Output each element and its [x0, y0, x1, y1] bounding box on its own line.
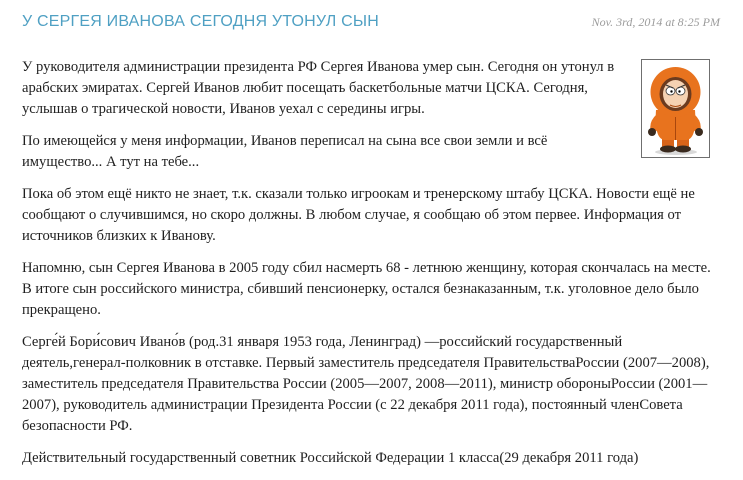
post-paragraph: Напомню, сын Сергея Иванова в 2005 году сбил насмерть 68 - летнюю женщину, которая скончалась на месте. В итоге сын российского министра, сбивший пенсионерку, остался безнаказанным, т.к. уголовное дело было прекращено.	[22, 260, 711, 318]
post-body	[22, 57, 722, 480]
post-paragraph: Серге́й Бори́сович Ивано́в (род.31 января 1953 года, Ленинград) —российский государственный деятель,генерал-полковник в отставке. Первый заместитель председателя ПравительстваРоссии (2007—2008), заместитель председателя Правительства России (2005—2007, 2008—2011), министр обороныРоссии (2001—2007), руководитель администрации Президента России (с 22 декабря 2011 года), постоянный членСовета безопасности РФ.	[22, 334, 710, 434]
post-date[interactable]: Nov. 3rd, 2014 at 8:25 PM	[591, 15, 720, 29]
post-paragraph: По имеющейся у меня информации, Иванов переписал на сына все свои земли и всё имущество... А тут на тебе...	[22, 133, 548, 170]
post-paragraph: Пока об этом ещё никто не знает, т.к. сказали только игроокам и тренерскому штабу ЦСКА. Новости ещё не сообщают о случившимся, но скоро должны. В любом случае, я сообщаю об этом первее. Информация от источников близких к Иванову.	[22, 186, 695, 244]
post-header	[22, 11, 722, 35]
post-paragraph: Действительный государственный советник Российской Федерации 1 класса(29 декабря 2011 года)	[22, 450, 639, 466]
post-paragraph: У руководителя администрации президента РФ Сергея Иванова умер сын. Сегодня он утонул в арабских эмиратах. Сергей Иванов любит посещать баскетбольные матчи ЦСКА. Сегодня, услышав о трагической новости, Иванов уехал с середины игры.	[22, 59, 615, 117]
post-title[interactable]: У СЕРГЕЯ ИВАНОВА СЕГОДНЯ УТОНУЛ СЫН	[22, 13, 379, 30]
